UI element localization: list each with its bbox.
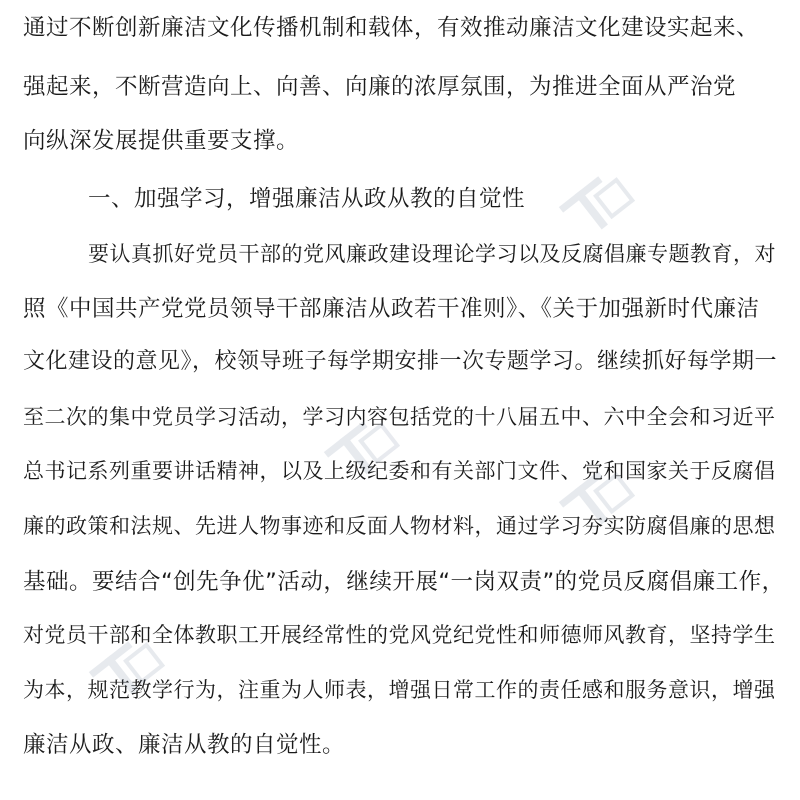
section-heading: 一、加强学习，增强廉洁从政从教的自觉性 bbox=[88, 186, 526, 212]
paragraph-line: 通过不断创新廉洁文化传播机制和载体，有效推动廉洁文化建设实起来、 bbox=[23, 15, 760, 41]
paragraph-line: 廉洁从政、廉洁从教的自觉性。 bbox=[23, 732, 346, 758]
paragraph-line: 廉的政策和法规、先进人物事迹和反面人物材料，通过学习夯实防腐倡廉的思想 bbox=[23, 514, 776, 538]
paragraph-line: 为本，规范教学行为，注重为人师表，增强日常工作的责任感和服务意识，增强 bbox=[23, 678, 776, 702]
paragraph-line: 要认真抓好党员干部的党风廉政建设理论学习以及反腐倡廉专题教育，对 bbox=[88, 242, 776, 266]
paragraph-line: 向纵深发展提供重要支撑。 bbox=[23, 128, 300, 154]
paragraph-line: 强起来，不断营造向上、向善、向廉的浓厚氛围，为推进全面从严治党 bbox=[23, 74, 737, 100]
paragraph-line: 基础。要结合“创先争优”活动，继续开展“一岗双责”的党员反腐倡廉工作， bbox=[23, 569, 785, 595]
paragraph-line: 照《中国共产党党员领导干部廉洁从政若干准则》、《关于加强新时代廉洁 bbox=[23, 296, 760, 322]
paragraph-line: 至二次的集中党员学习活动，学习内容包括党的十八届五中、六中全会和习近平 bbox=[23, 405, 776, 429]
paragraph-line: 总书记系列重要讲话精神，以及上级纪委和有关部门文件、党和国家关于反腐倡 bbox=[23, 459, 776, 483]
paragraph-line: 文化建设的意见》，校领导班子每学期安排一次专题学习。继续抓好每学期一 bbox=[23, 349, 778, 374]
paragraph-line: 对党员干部和全体教职工开展经常性的党风党纪党性和师德师风教育，坚持学生 bbox=[23, 623, 776, 647]
